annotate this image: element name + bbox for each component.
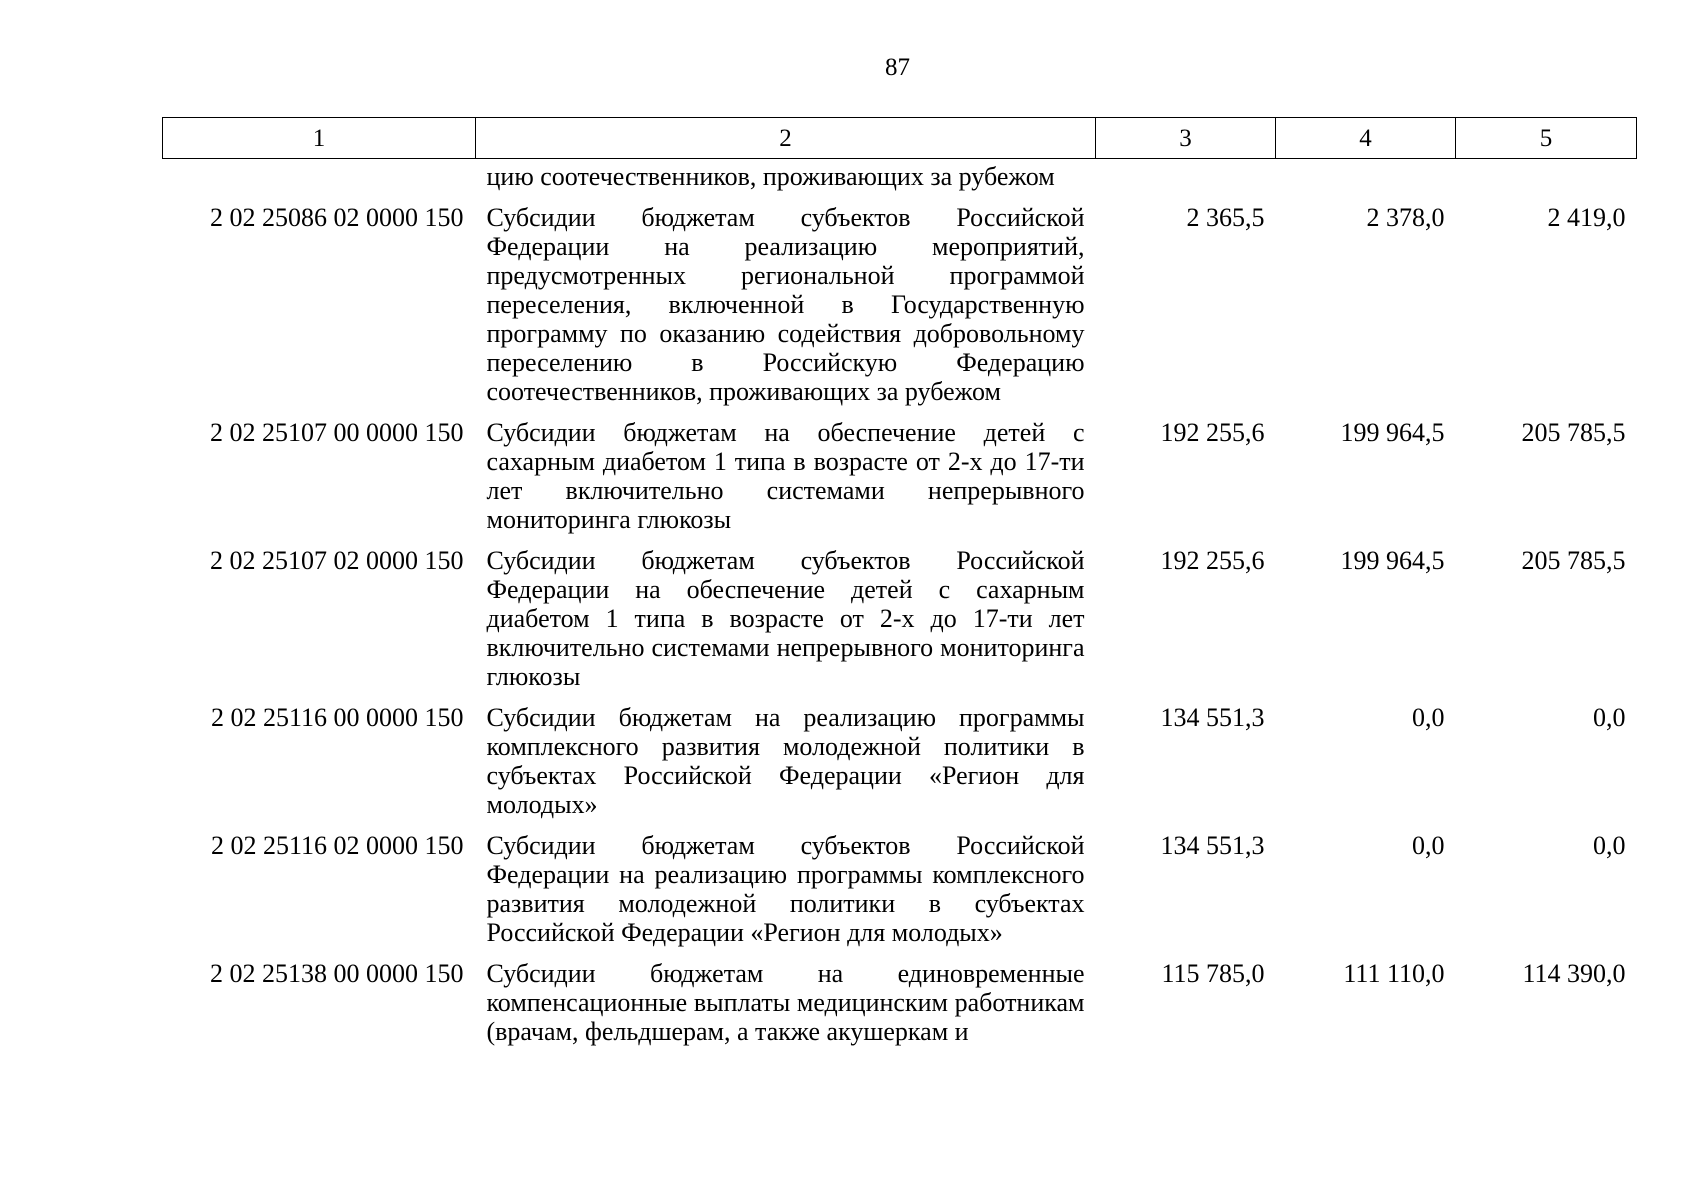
value-col3: 2 365,5 (1186, 203, 1265, 232)
table-row (163, 203, 1637, 418)
column-header-1: 1 (163, 118, 476, 159)
value-col4: 2 378,0 (1366, 203, 1445, 232)
value-col5: 0,0 (1593, 831, 1626, 860)
table-row (163, 831, 1637, 959)
value-col4: 199 964,5 (1340, 418, 1445, 447)
table-row (163, 703, 1637, 831)
value-col4: 0,0 (1412, 831, 1445, 860)
value-col3: 192 255,6 (1160, 418, 1265, 447)
row-description: Субсидии бюджетам субъектов Российской Федерации на реализацию мероприятий, предусмотренных региональной программой переселения, включенной в Государственную программу по оказанию содействия добровольному переселению в Российскую Федерацию соотечественников, проживающих за рубежом (486, 203, 1085, 406)
row-description: Субсидии бюджетам на единовременные компенсационные выплаты медицинским работникам (врачам, фельдшерам, а также акушеркам и (486, 959, 1085, 1046)
page-number: 87 (885, 54, 910, 81)
row-description: Субсидии бюджетам на обеспечение детей с сахарным диабетом 1 типа в возрасте от 2-х до 17-ти лет включительно системами непрерывного мониторинга глюкозы (486, 418, 1085, 534)
column-header-row (163, 118, 1637, 159)
row-description: Субсидии бюджетам субъектов Российской Федерации на реализацию программы комплексного развития молодежной политики в субъектах Российской Федерации «Регион для молодых» (486, 831, 1085, 947)
budget-table (162, 117, 1637, 1046)
row-description: Субсидии бюджетам на реализацию программы комплексного развития молодежной политики в субъектах Российской Федерации «Регион для молодых» (486, 703, 1085, 819)
value-col5: 114 390,0 (1522, 959, 1626, 988)
value-col3: 115 785,0 (1161, 959, 1265, 988)
budget-code: 2 02 25107 02 0000 150 (210, 546, 464, 575)
row-description: цию соотечественников, проживающих за рубежом (486, 162, 1055, 191)
budget-code: 2 02 25116 02 0000 150 (210, 831, 464, 860)
row-description: Субсидии бюджетам субъектов Российской Федерации на обеспечение детей с сахарным диабетом 1 типа в возрасте от 2-х до 17-ти лет включительно системами непрерывного мониторинга глюкозы (486, 546, 1085, 691)
continuation-row (163, 159, 1637, 204)
value-col4: 0,0 (1412, 703, 1445, 732)
column-header-2: 2 (476, 118, 1096, 159)
value-col3: 192 255,6 (1160, 546, 1265, 575)
value-col4: 111 110,0 (1343, 959, 1445, 988)
table-row (163, 418, 1637, 546)
column-header-3: 3 (1096, 118, 1276, 159)
table-row (163, 959, 1637, 1046)
table-row (163, 546, 1637, 703)
value-col5: 0,0 (1593, 703, 1626, 732)
value-col5: 2 419,0 (1547, 203, 1626, 232)
value-col3: 134 551,3 (1160, 831, 1265, 860)
budget-code: 2 02 25086 02 0000 150 (210, 203, 464, 232)
value-col4: 199 964,5 (1340, 546, 1445, 575)
budget-code: 2 02 25107 00 0000 150 (210, 418, 464, 447)
budget-code: 2 02 25138 00 0000 150 (210, 959, 464, 988)
budget-code: 2 02 25116 00 0000 150 (210, 703, 464, 732)
column-header-5: 5 (1456, 118, 1637, 159)
value-col5: 205 785,5 (1521, 418, 1626, 447)
column-header-4: 4 (1276, 118, 1456, 159)
budget-code (163, 159, 476, 204)
value-col3: 134 551,3 (1160, 703, 1265, 732)
value-col5: 205 785,5 (1521, 546, 1626, 575)
